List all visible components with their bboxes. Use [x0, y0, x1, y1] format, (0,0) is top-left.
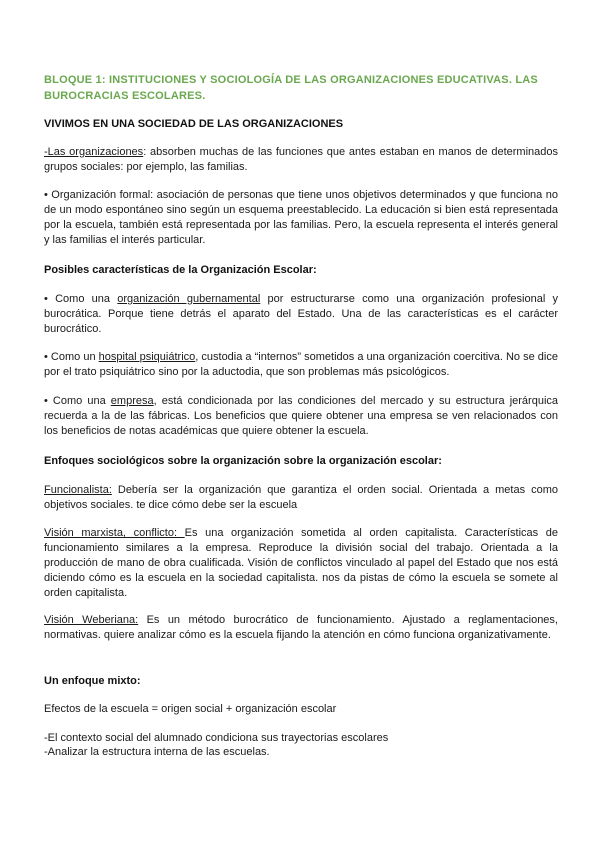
term-empresa: empresa [110, 395, 154, 407]
term-organizacion-gubernamental: organización gubernamental [117, 293, 261, 305]
paragraph-text: Debería ser la organización que garantiza el orden social. Orientada a metas como objetivos sociales. te dice cómo debe ser la escuela [44, 484, 558, 511]
section-heading-organizaciones: VIVIMOS EN UNA SOCIEDAD DE LAS ORGANIZACIONES [44, 118, 344, 130]
bullet-prefix: • Como una [44, 293, 118, 305]
term-funcionalista: Funcionalista: [44, 484, 112, 496]
term-hospital-psiquiatrico: hospital psiquiátrico [98, 351, 196, 363]
section-heading-enfoque-mixto: Un enfoque mixto: [44, 675, 141, 687]
bullet-text: , está condicionada por las condiciones del mercado y su estructura jerárquica recuerda a la de las fábricas. Los beneficios que quiere obtener una empresa se ven relacionados con los beneficios de notas académicas que quiere obtener la escuela. [44, 395, 559, 437]
bullet-prefix: • Como una [44, 395, 111, 407]
bullet-hospital-psiquiatrico [44, 350, 558, 380]
document-title: BLOQUE 1: INSTITUCIONES Y SOCIOLOGÍA DE LAS ORGANIZACIONES EDUCATIVAS. LAS BUROCRACIAS ESCOLARES. [44, 74, 538, 102]
section-heading-caracteristicas: Posibles características de la Organización Escolar: [44, 264, 317, 276]
bullet-organizacion-gubernamental [44, 292, 558, 337]
paragraph-text: Es una organización sometida al orden capitalista. Características de funcionamiento similares a la empresa. Reproduce la división social del trabajo. Orientada a la producción de mano de obra cualificada. Visión de conflictos vinculado al papel del Estado que nos está diciendo cómo es la escuela en la sociedad capitalista. nos da pistas de cómo la escuela se somete al orden capitalista. [44, 527, 558, 599]
bullet-prefix: • Como un [44, 351, 99, 363]
term-vision-weberiana: Visión Weberiana: [44, 614, 139, 626]
formula-efectos-escuela: Efectos de la escuela = origen social + organización escolar [44, 703, 337, 715]
paragraph-vision-weberiana [44, 613, 558, 643]
bullet-text: por estructurarse como una organización profesional y burocrática. Porque tiene detrás el aparato del Estado. Una de las características es el carácter burocrático. [44, 293, 559, 335]
term-vision-marxista: Visión marxista, conflicto: [44, 527, 185, 539]
bullet-empresa [44, 394, 558, 439]
line-estructura-interna: -Analizar la estructura interna de las escuelas. [44, 746, 270, 758]
paragraph-las-organizaciones [44, 145, 558, 175]
paragraph-funcionalista [44, 483, 558, 513]
term-las-organizaciones: -Las organizaciones [44, 146, 144, 158]
paragraph-text: Es un método burocrático de funcionamiento. Ajustado a reglamentaciones, normativas. quiere analizar cómo es la escuela fijando la atención en cómo funciona organizativamente. [44, 614, 558, 641]
paragraph-text: : absorben muchas de las funciones que antes estaban en manos de determinados grupos sociales: por ejemplo, las familias. [44, 146, 559, 173]
paragraph-vision-marxista [44, 526, 558, 601]
bullet-text: , custodia a “internos” sometidos a una organización coercitiva. No se dice por el trato psiquiátrico sino por la aductodia, que son problemas más psicológicos. [44, 351, 558, 378]
section-heading-enfoques: Enfoques sociológicos sobre la organización sobre la organización escolar: [44, 455, 442, 467]
line-contexto-social: -El contexto social del alumnado condiciona sus trayectorias escolares [44, 732, 389, 744]
paragraph-organizacion-formal: • Organización formal: asociación de personas que tiene unos objetivos determinados y que funciona no de un modo espontáneo sino según un esquema preestablecido. La educación si bien está representada por la escuela, también está representada por las familias. Pero, la escuela representa el interés general y las familias el interés particular. [44, 189, 558, 246]
